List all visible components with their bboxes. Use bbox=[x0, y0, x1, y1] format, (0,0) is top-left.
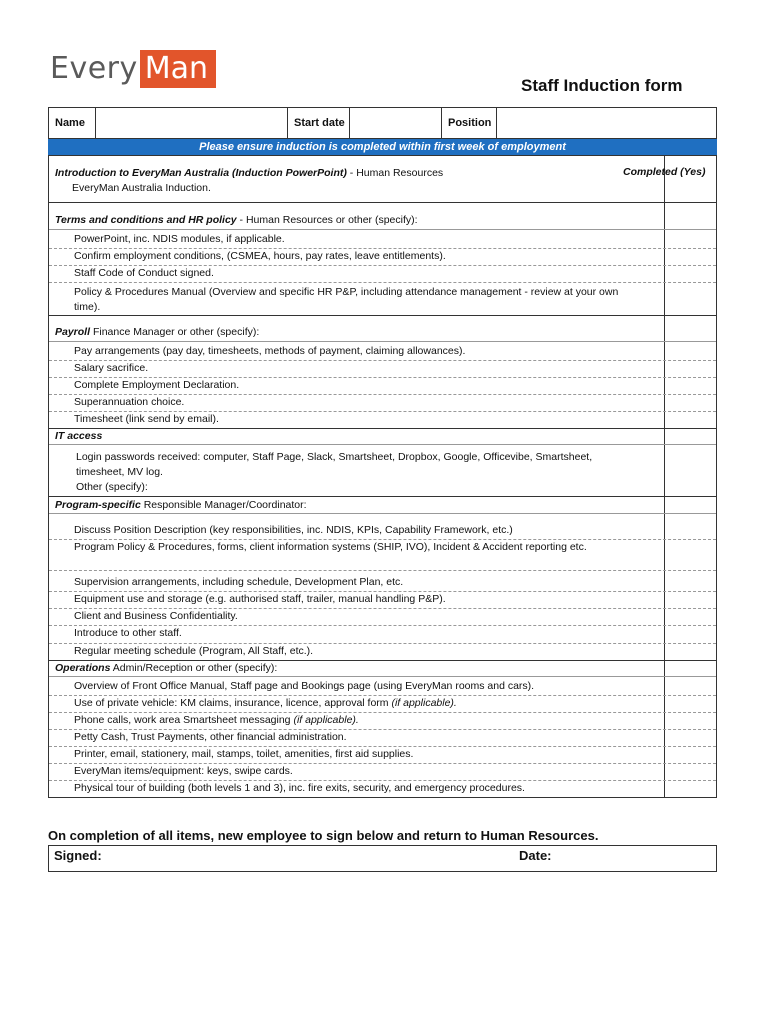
signed-label: Signed: bbox=[54, 848, 102, 863]
item-label: Policy & Procedures Manual (Overview and specific HR P&P, including attendance management - review at your own time). bbox=[74, 286, 619, 313]
checklist-item bbox=[49, 411, 716, 429]
checklist-item bbox=[49, 265, 716, 283]
divider bbox=[49, 676, 716, 677]
divider bbox=[49, 202, 716, 203]
item-label: Staff Code of Conduct signed. bbox=[74, 267, 214, 279]
section-payroll-title: Payroll bbox=[55, 326, 91, 338]
checklist-item bbox=[49, 574, 716, 592]
section-program bbox=[49, 498, 716, 514]
item-label: Other (specify): bbox=[76, 481, 148, 493]
item-label: Petty Cash, Trust Payments, other financial administration. bbox=[74, 731, 347, 743]
form-title: Staff Induction form bbox=[521, 76, 683, 95]
section-operations bbox=[49, 661, 716, 677]
section-payroll-owner: Finance Manager or other (specify): bbox=[90, 326, 260, 338]
checklist-item bbox=[49, 394, 716, 412]
section-intro-owner: - Human Resources bbox=[346, 167, 444, 179]
checklist-item bbox=[49, 343, 716, 361]
induction-banner: Please ensure induction is completed within first week of employment bbox=[48, 139, 717, 155]
item-label: EveryMan items/equipment: keys, swipe cards. bbox=[74, 765, 293, 777]
employee-header-row bbox=[48, 107, 717, 139]
item-note: (if applicable). bbox=[391, 697, 457, 709]
checklist-item bbox=[49, 591, 716, 609]
checklist-item bbox=[49, 678, 716, 696]
item-label bbox=[74, 696, 619, 711]
logo-text-man: Man bbox=[140, 50, 216, 88]
checklist-item bbox=[49, 712, 716, 730]
checklist-item bbox=[49, 539, 716, 571]
name-field[interactable] bbox=[96, 108, 288, 138]
section-intro bbox=[49, 166, 716, 182]
item-label: Physical tour of building (both levels 1 and 3), inc. fire exits, security, and emergency procedures. bbox=[74, 782, 525, 794]
checklist-item bbox=[49, 231, 716, 249]
checklist-item bbox=[49, 780, 716, 797]
section-terms-owner: - Human Resources or other (specify): bbox=[236, 214, 418, 226]
item-label: Complete Employment Declaration. bbox=[74, 379, 240, 391]
item-label: Program Policy & Procedures, forms, client information systems (SHIP, IVO), Incident & Accident reporting etc. bbox=[74, 541, 587, 553]
divider bbox=[49, 229, 716, 230]
item-label bbox=[74, 713, 619, 728]
item-label: EveryMan Australia Induction. bbox=[72, 182, 211, 194]
item-text: Phone calls, work area Smartsheet messaging bbox=[74, 714, 294, 726]
checklist-item bbox=[49, 480, 716, 497]
divider bbox=[49, 444, 716, 445]
section-program-title: Program-specific bbox=[55, 499, 141, 511]
item-note: (if applicable). bbox=[293, 714, 359, 726]
checklist-item bbox=[49, 450, 716, 480]
section-program-owner: Responsible Manager/Coordinator: bbox=[140, 499, 307, 511]
divider bbox=[49, 341, 716, 342]
checklist-item bbox=[49, 248, 716, 266]
item-label: Regular meeting schedule (Program, All Staff, etc.). bbox=[74, 645, 314, 657]
item-label: Pay arrangements (pay day, timesheets, methods of payment, claiming allowances). bbox=[74, 345, 466, 357]
start-date-field[interactable] bbox=[350, 108, 442, 138]
checklist-item bbox=[49, 695, 716, 713]
checklist-item bbox=[49, 181, 716, 201]
checklist-item bbox=[49, 746, 716, 764]
checklist-item bbox=[49, 360, 716, 378]
logo-text-every: Every bbox=[50, 51, 138, 86]
item-label: Client and Business Confidentiality. bbox=[74, 610, 238, 622]
signature-box[interactable] bbox=[48, 845, 717, 872]
checklist-item bbox=[49, 282, 716, 316]
item-text: Use of private vehicle: KM claims, insurance, licence, approval form bbox=[74, 697, 392, 709]
checklist-item bbox=[49, 763, 716, 781]
item-label: Login passwords received: computer, Staff Page, Slack, Smartsheet, Dropbox, Google, Officevibe, Smartsheet, timesheet, MV log. bbox=[76, 451, 593, 478]
section-payroll bbox=[49, 325, 716, 341]
item-label: PowerPoint, inc. NDIS modules, if applicable. bbox=[74, 233, 285, 245]
item-label: Supervision arrangements, including schedule, Development Plan, etc. bbox=[74, 576, 404, 588]
position-field[interactable] bbox=[497, 108, 716, 138]
item-label: Introduce to other staff. bbox=[74, 627, 182, 639]
checklist-item bbox=[49, 377, 716, 395]
induction-checklist bbox=[48, 155, 717, 798]
section-intro-title: Introduction to EveryMan Australia (Induction PowerPoint) bbox=[55, 167, 347, 179]
item-label: Salary sacrifice. bbox=[74, 362, 149, 374]
item-label: Equipment use and storage (e.g. authorised staff, trailer, manual handling P&P). bbox=[74, 593, 446, 605]
section-it-title: IT access bbox=[55, 430, 103, 442]
divider bbox=[49, 513, 716, 514]
position-label: Position bbox=[442, 108, 497, 138]
item-label: Confirm employment conditions, (CSMEA, hours, pay rates, leave entitlements). bbox=[74, 250, 446, 262]
section-it bbox=[49, 429, 716, 445]
everyman-logo bbox=[50, 50, 216, 88]
section-terms bbox=[49, 213, 716, 229]
name-label: Name bbox=[49, 108, 96, 138]
completion-instruction: On completion of all items, new employee to sign below and return to Human Resources. bbox=[48, 828, 599, 843]
completed-header: Completed (Yes) bbox=[623, 166, 706, 178]
item-label: Superannuation choice. bbox=[74, 396, 185, 408]
date-label: Date: bbox=[519, 848, 552, 863]
section-operations-owner: Admin/Reception or other (specify): bbox=[110, 662, 278, 674]
checklist-item bbox=[49, 608, 716, 626]
item-label: Timesheet (link send by email). bbox=[74, 413, 219, 425]
item-label: Discuss Position Description (key responsibilities, inc. NDIS, KPIs, Capability Framework, etc.) bbox=[74, 524, 513, 536]
checklist-item bbox=[49, 643, 716, 661]
checklist-item bbox=[49, 729, 716, 747]
section-operations-title: Operations bbox=[55, 662, 111, 674]
section-terms-title: Terms and conditions and HR policy bbox=[55, 214, 237, 226]
checklist-item bbox=[49, 522, 716, 540]
checklist-item bbox=[49, 625, 716, 644]
start-date-label: Start date bbox=[288, 108, 350, 138]
item-label: Overview of Front Office Manual, Staff page and Bookings page (using EveryMan rooms and cars). bbox=[74, 680, 535, 692]
item-label: Printer, email, stationery, mail, stamps, toilet, amenities, first aid supplies. bbox=[74, 748, 414, 760]
